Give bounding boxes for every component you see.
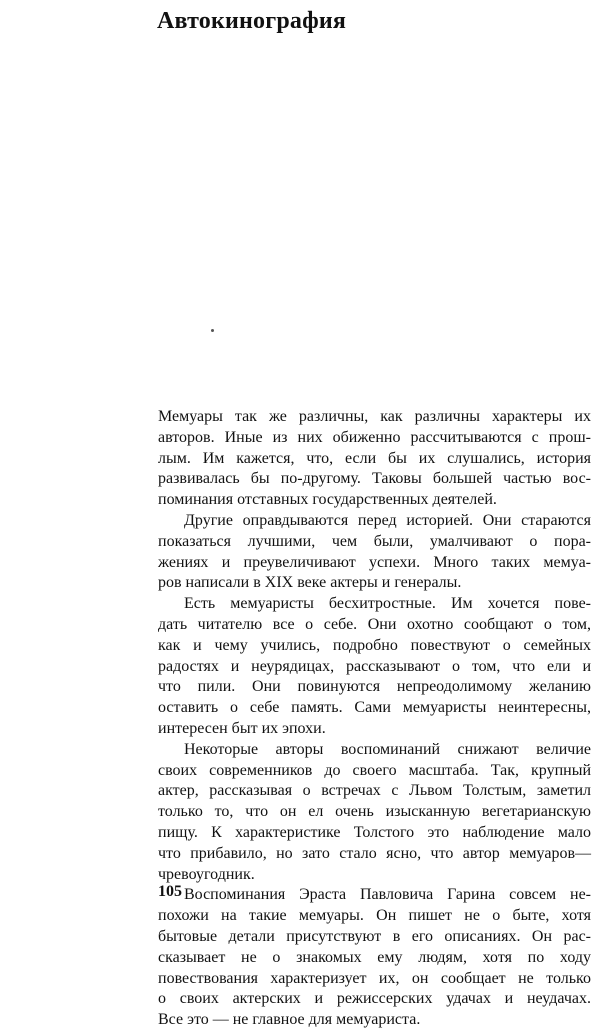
text-line: дать читателю все о себе. Они охотно сообщают о том, [158,615,591,633]
text-line: оставить о себе память. Сами мемуаристы неинтересны, [158,699,591,717]
page-number: 105 [158,883,182,900]
text-line: развивалась бы по-другому. Таковы большей частью вос- [158,470,591,488]
text-line: как и чему учились, подробно повествуют о семейных [158,636,591,654]
text-line: Воспоминания Эраста Павловича Гарина совсем не- [184,886,591,904]
text-line: актер, рассказывая о встречах с Львом Толстым, заметил [158,782,591,800]
body-text [158,407,591,1031]
chapter-title: Автокинография [157,8,347,34]
text-line: похожи на такие мемуары. Он пишет не о быте, хотя [158,907,591,925]
text-line: о своих актерских и режиссерских удачах и неудачах. [158,990,591,1008]
text-line: показаться лучшими, чем были, умалчивают о пора- [158,532,591,550]
text-line: Есть мемуаристы бесхитростные. Им хочется пове- [184,595,591,613]
text-line: авторов. Иные из них обиженно рассчитываются с прош- [158,428,591,446]
text-line: сказывает не о знакомых ему людям, хотя по ходу [158,948,591,966]
text-line: только то, что он ел очень изысканную вегетарианскую [158,803,591,821]
text-line: своих современников до своего масштаба. Так, крупный [158,761,591,779]
text-line: Все это — не главное для мемуариста. [158,1011,421,1029]
text-line: что прибавило, но зато стало ясно, что автор мемуаров— [158,844,591,862]
text-line: Мемуары так же различны, как различны характеры их [158,408,591,425]
text-line: бытовые детали присутствуют в его описаниях. Он рас- [158,927,591,945]
text-line: повествования характеризует их, он сообщает не только [158,969,591,987]
text-line: жениях и преувеличивают успехи. Много таких мемуа- [158,553,591,571]
text-line: радостях и неурядицах, рассказывают о том, что ели и [158,657,591,675]
text-line: Другие оправдываются перед историей. Они стараются [184,511,591,529]
text-line: что пили. Они повинуются непреодолимому желанию [158,678,591,696]
text-line: пищу. К характеристике Толстого это наблюдение мало [158,823,591,841]
text-line: лым. Им кажется, что, если бы их слушались, история [158,449,591,467]
text-line: поминания отставных государственных деятелей. [158,491,497,509]
text-line: Некоторые авторы воспоминаний снижают величие [184,740,591,758]
text-line: чревоугодник. [158,865,255,883]
text-line: ров написали в XIX веке актеры и генералы. [158,574,462,592]
text-line: интересен быт их эпохи. [158,719,326,737]
print-speck [211,329,214,332]
